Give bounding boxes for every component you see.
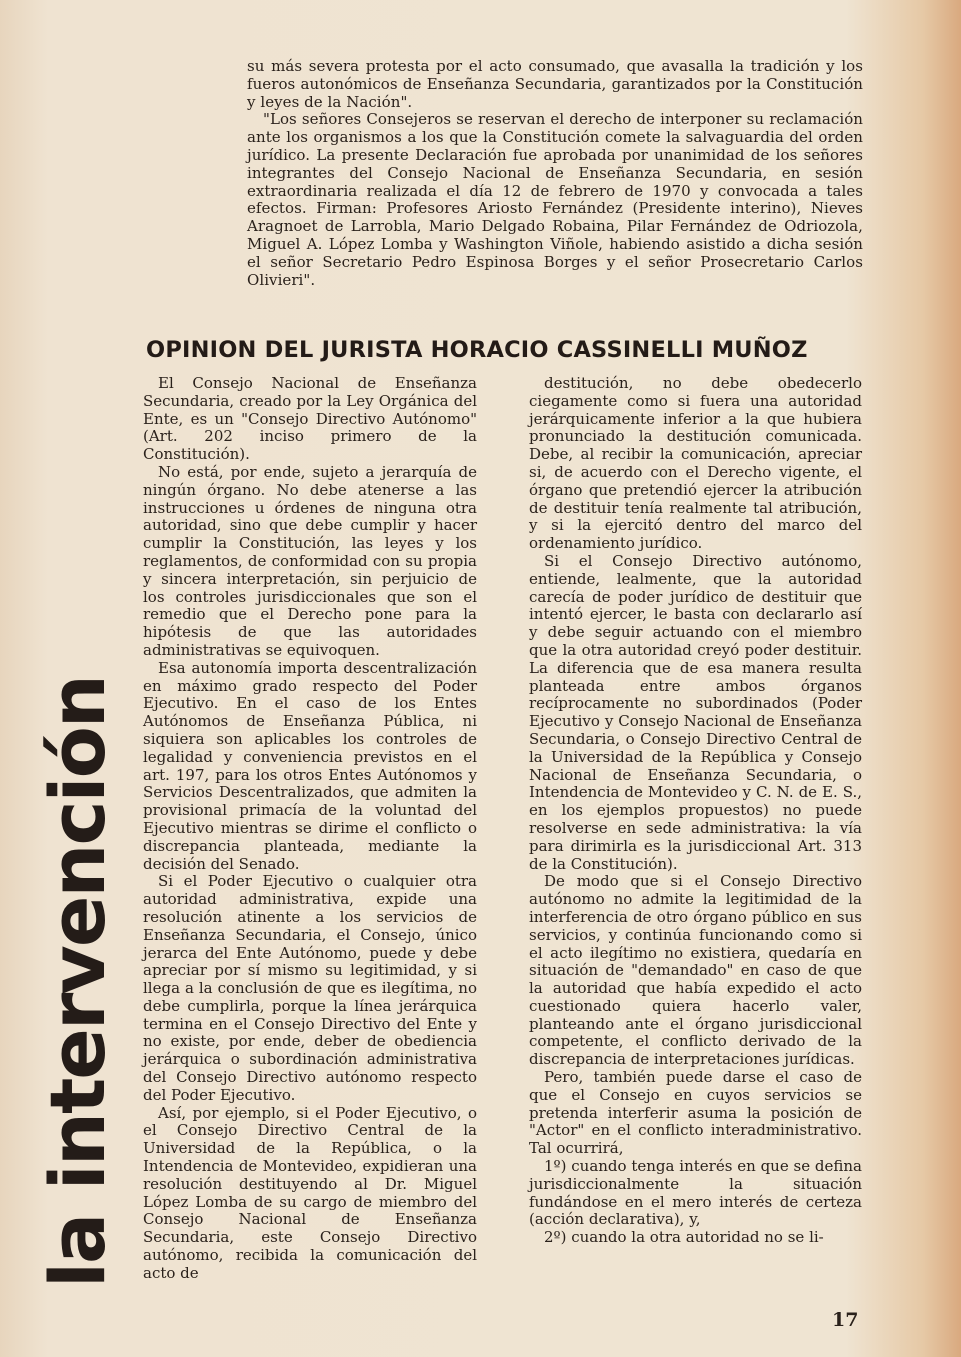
right-paragraph-2: Si el Consejo Directivo autónomo, entiende, lealmente, que la autoridad carecía de poder jurídico de destituir que intentó ejercer, le basta con declararlo así y debe seguir actuando con el miembro que la otra autoridad creyó poder destituir. La diferencia que de esa manera resulta planteada entre ambos órganos recíprocamente no subordinados (Poder Ejecutivo y Consejo Nacional de Enseñanza Secundaria, o Consejo Directivo Central de la Universidad de la República y Consejo Nacional de Enseñanza Secundaria, o Intendencia de Montevideo y C. N. de E. S., en los ejemplos propuestos) no puede resolverse en sede administrativa: la vía para dirimirla es la jurisdiccional Art. 313 de la Constitución).	[529, 551, 862, 873]
left-paragraph-5: Así, por ejemplo, si el Poder Ejecutivo, o el Consejo Directivo Central de la Universidad de la República, o la Intendencia de Montevideo, expidieran una resolución destituyendo al Dr. Miguel López Lomba de su cargo de miembro del Consejo Nacional de Enseñanza Secundaria, este Consejo Directivo autónomo, recibida la comunicación del acto de	[143, 1103, 477, 1282]
section-label-vertical: la intervención	[33, 676, 122, 1288]
intro-text	[247, 58, 863, 289]
left-paragraph-2: No está, por ende, sujeto a jerarquía de ningún órgano. No debe atenerse a las instrucciones u órdenes de ninguna otra autoridad, sino que debe cumplir y hacer cumplir la Constitución, las leyes y los reglamentos, de conformidad con su propia y sincera interpretación, sin perjuicio de los controles jurisdiccionales que son el remedio que el Derecho pone para la hipótesis de que las autoridades administrativas se equivoquen.	[143, 462, 477, 659]
left-paragraph-1: El Consejo Nacional de Enseñanza Secundaria, creado por la Ley Orgánica del Ente, es un "Consejo Directivo Autónomo" (Art. 202 inciso primero de la Constitución).	[143, 374, 477, 464]
left-paragraph-4: Si el Poder Ejecutivo o cualquier otra autoridad administrativa, expide una resolución atinente a los servicios de Enseñanza Secundaria, el Consejo, único jerarca del Ente Autónomo, puede y debe apreciar por sí mismo su legitimidad, y si llega a la conclusión de que es ilegítima, no debe cumplirla, porque la línea jerárquica termina en el Consejo Directivo del Ente y no existe, por ende, deber de obediencia jerárquica o subordinación administrativa del Consejo Directivo autónomo respecto del Poder Ejecutivo.	[143, 872, 477, 1104]
right-paragraph-3: De modo que si el Consejo Directivo autónomo no admite la legitimidad de la interferencia de otro órgano público en sus servicios, y continúa funcionando como si el acto ilegítimo no existiera, quedaría en situación de "demandado" en caso de que la autoridad que había expedido el acto cuestionado quiera hacerlo valer, planteando ante el órgano jurisdiccional competente, el conflicto derivado de la discrepancia de interpretaciones jurídicas.	[529, 872, 862, 1069]
right-paragraph-6: 2º) cuando la otra autoridad no se li-	[544, 1228, 824, 1247]
left-paragraph-3: Esa autonomía importa descentralización en máximo grado respecto del Poder Ejecutivo. En el caso de los Entes Autónomos de Enseñanza Pública, ni siquiera son aplicables los controles de legalidad y conveniencia previstos en el art. 197, para los otros Entes Autónomos y Servicios Descentralizados, que admiten la provisional primacía de la voluntad del Ejecutivo mientras se dirime el conflicto o discrepancia planteada, mediante la decisión del Senado.	[143, 658, 477, 873]
intro-paragraph-2: "Los señores Consejeros se reservan el derecho de interponer su reclamación ante los organismos a los que la Constitución comete la salvaguardia del orden jurídico. La presente Declaración fue aprobada por unanimidad de los señores integrantes del Consejo Nacional de Enseñanza Secundaria, en sesión extraordinaria realizada el día 12 de febrero de 1970 y convocada a tales efectos. Firman: Profesores Ariosto Fernández (Presidente interino), Nieves Aragnoet de Larrobla, Mario Delgado Robaina, Pilar Fernández de Odriozola, Miguel A. López Lomba y Washington Viñole, habiendo asistido a dicha sesión el señor Secretario Pedro Espinosa Borges y el señor Prosecretario Carlos Olivieri".	[247, 110, 863, 289]
right-paragraph-4: Pero, también puede darse el caso de que el Consejo en cuyos servicios se pretenda interferir asuma la posición de "Actor" en el conflicto interadministrativo. Tal ocurrirá,	[529, 1068, 862, 1158]
right-paragraph-1: destitución, no debe obedecerlo ciegamente como si fuera una autoridad jerárquicamente inferior a la que hubiera pronunciado la destitución comunicada. Debe, al recibir la comunicación, apreciar si, de acuerdo con el Derecho vigente, el órgano que pretendió ejercer la atribución de destituir tenía realmente tal atribución, y si la ejercitó dentro del marco del ordenamiento jurídico.	[529, 374, 862, 553]
right-paragraph-5: 1º) cuando tenga interés en que se defina jurisdiccionalmente la situación fundándose en el mero interés de certeza (acción declarativa), y,	[529, 1157, 862, 1229]
intro-paragraph-1: su más severa protesta por el acto consumado, que avasalla la tradición y los fueros autonómicos de Enseñanza Secundaria, garantizados por la Constitución y leyes de la Nación".	[247, 57, 863, 111]
right-column	[529, 375, 862, 1247]
section-heading: OPINION DEL JURISTA HORACIO CASSINELLI MUÑOZ	[146, 337, 808, 363]
left-column	[143, 375, 477, 1283]
page-number: 17	[832, 1309, 859, 1331]
